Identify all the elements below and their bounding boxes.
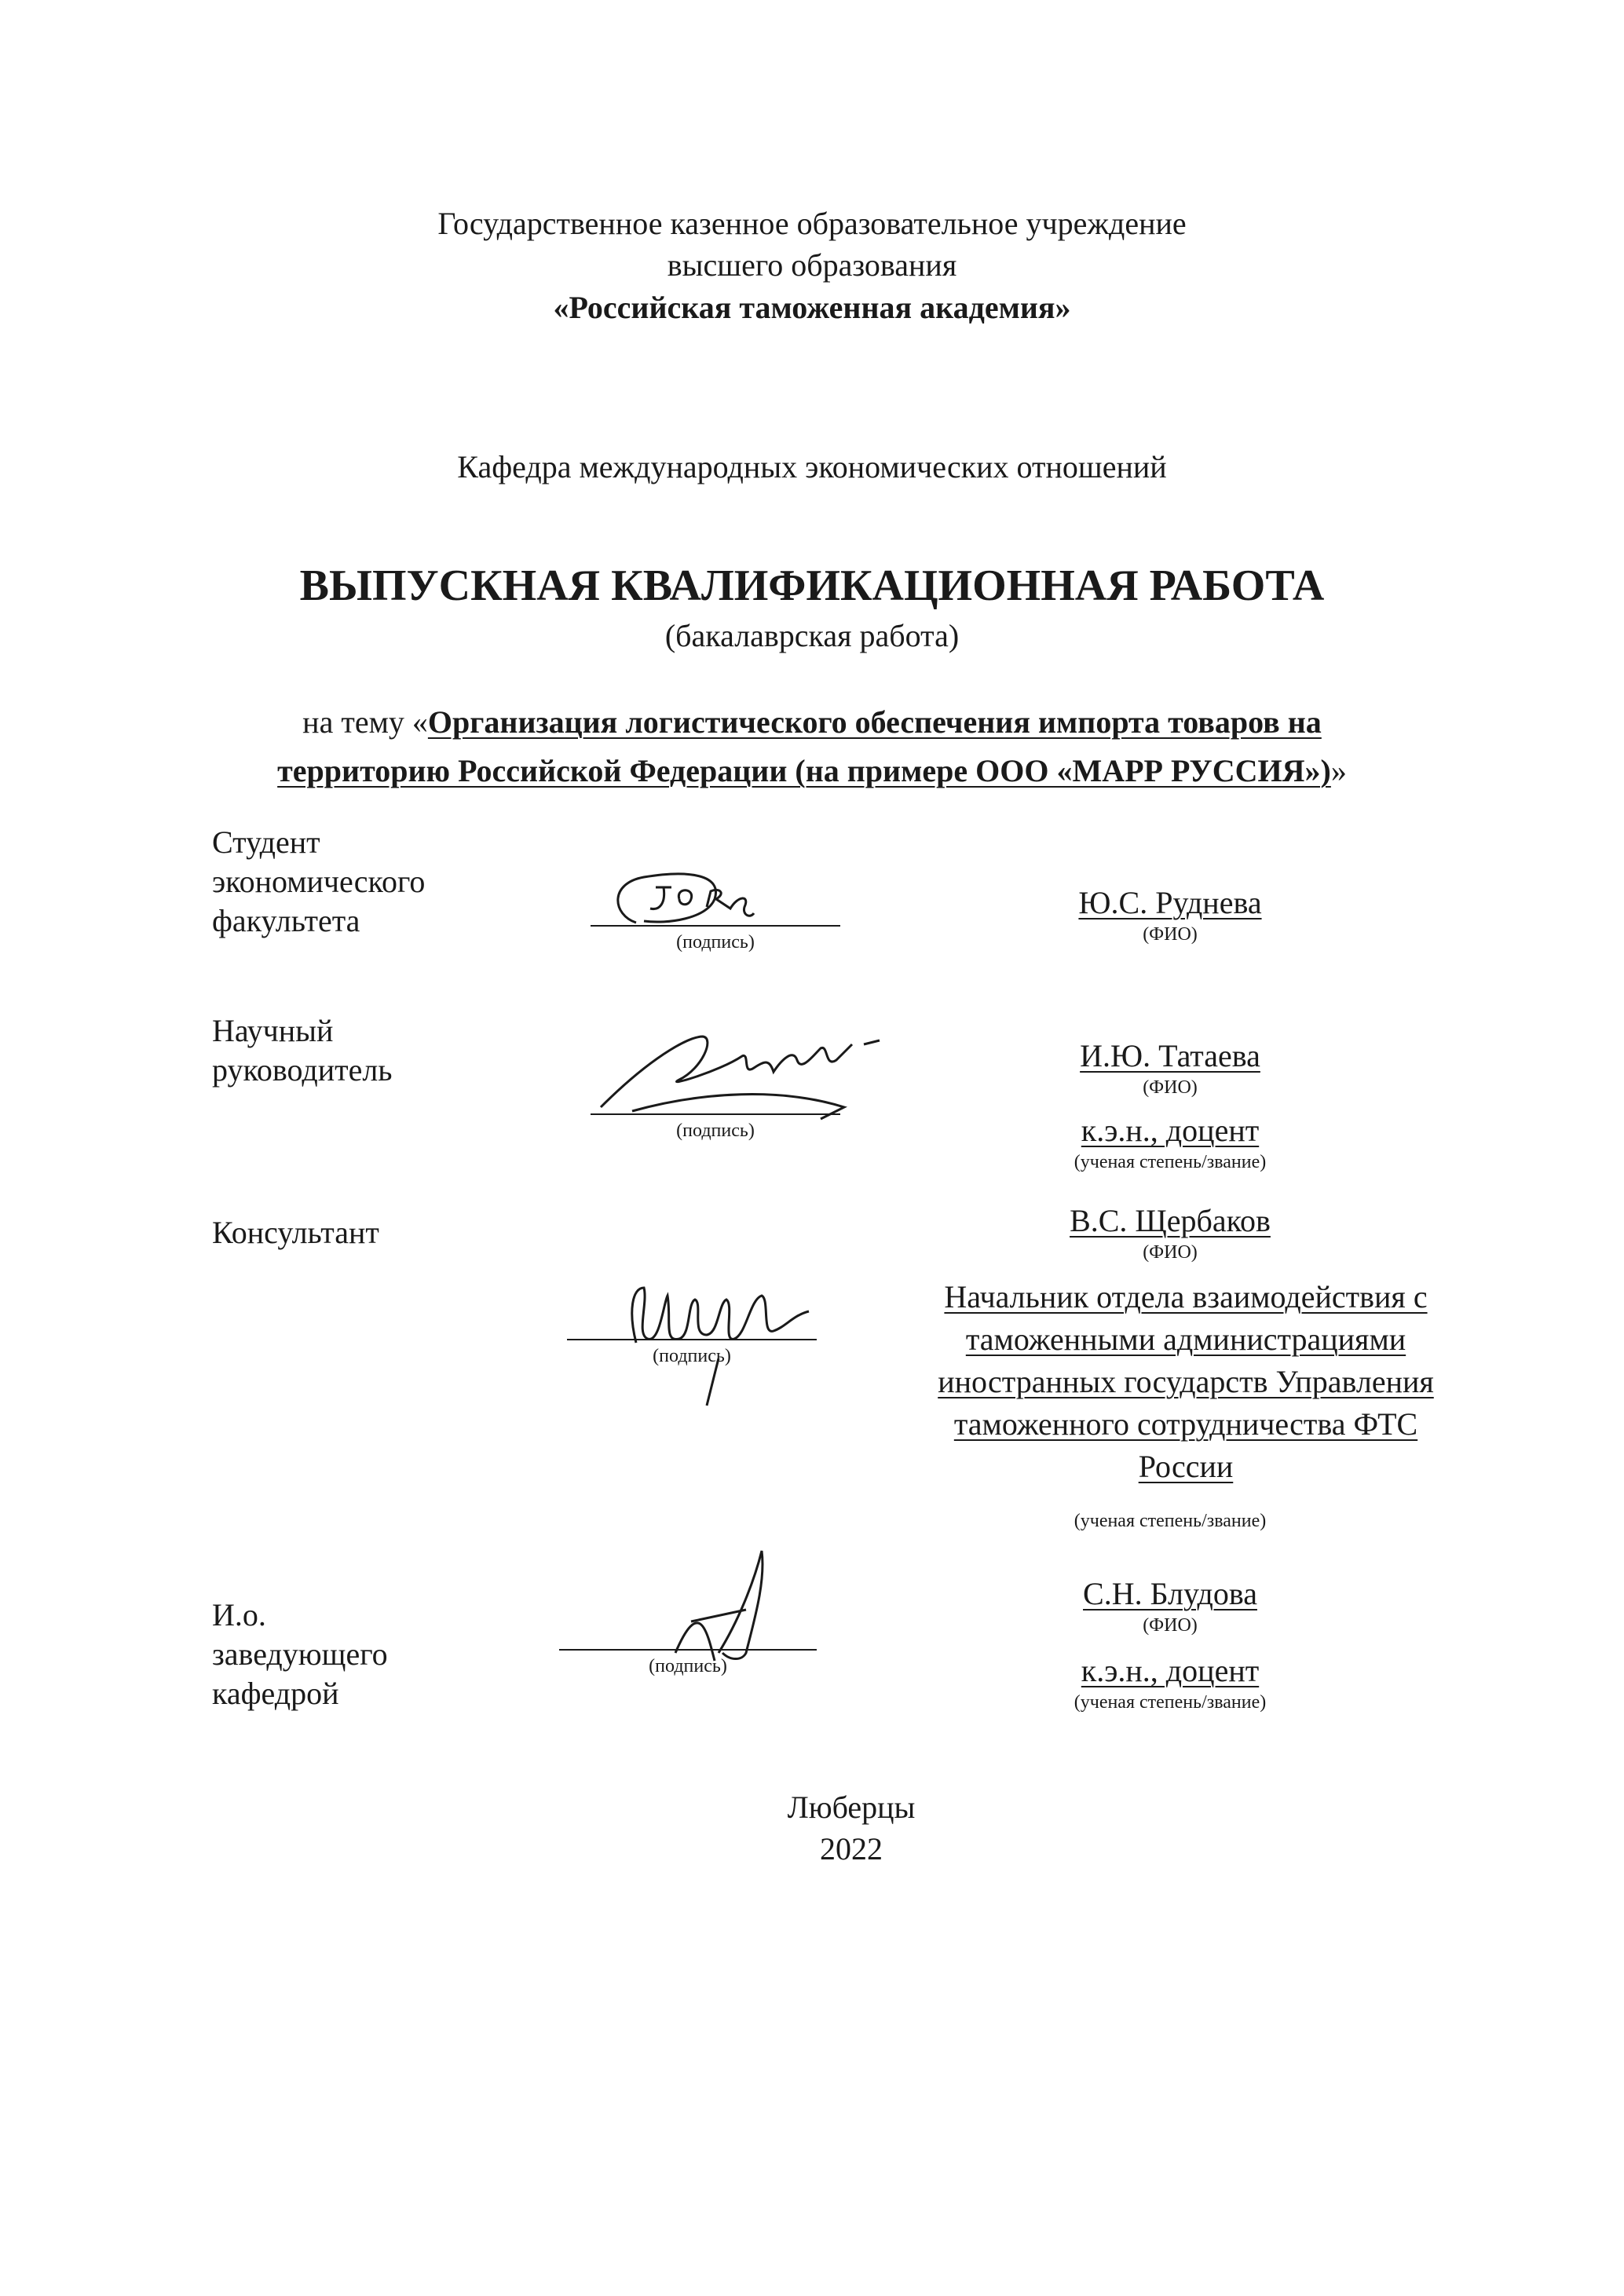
topic-suffix: » [1330, 753, 1347, 788]
role-line: Научный [212, 1013, 334, 1048]
role-line: И.о. [212, 1597, 266, 1632]
role-line: Консультант [212, 1215, 379, 1250]
head-signature-caption: (подпись) [649, 1656, 727, 1676]
supervisor-name-caption: (ФИО) [1143, 1077, 1198, 1098]
institution-name: «Российская таможенная академия» [553, 290, 1071, 325]
role-line: кафедрой [212, 1676, 339, 1711]
position-line: России [1138, 1449, 1234, 1484]
city: Люберцы [787, 1790, 916, 1825]
supervisor-role [212, 1011, 393, 1090]
head-degree-caption: (ученая степень/звание) [1074, 1692, 1267, 1713]
student-role [212, 823, 425, 941]
position-line: таможенного сотрудничества ФТС [953, 1406, 1418, 1442]
head-name: С.Н. Блудова [1083, 1576, 1257, 1611]
head-signature-line [559, 1649, 817, 1651]
position-line: таможенными администрациями [965, 1322, 1406, 1357]
head-role [212, 1596, 388, 1713]
topic-text-2: территорию Российской Федерации (на примере ООО «МАРР РУССИЯ») [277, 753, 1331, 788]
consultant-name-caption: (ФИО) [1143, 1242, 1198, 1263]
role-line: экономического [212, 864, 426, 899]
position-line: Начальник отдела взаимодействия с [944, 1279, 1428, 1314]
supervisor-signature-line [591, 1113, 840, 1115]
consultant-signature-caption: (подпись) [653, 1346, 731, 1366]
supervisor-degree-caption: (ученая степень/звание) [1074, 1152, 1267, 1172]
consultant-degree-caption: (ученая степень/звание) [1074, 1511, 1267, 1531]
student-name-caption: (ФИО) [1143, 924, 1198, 945]
role-line: факультета [212, 903, 360, 938]
consultant-name: В.С. Щербаков [1070, 1203, 1271, 1238]
document-subtitle: (бакалаврская работа) [664, 618, 960, 653]
student-signature-line [591, 925, 840, 927]
topic-text-1: Организация логистического обеспечения импорта товаров на [427, 704, 1322, 740]
topic-line-1 [0, 704, 1624, 740]
head-degree: к.э.н., доцент [1081, 1653, 1260, 1688]
supervisor-signature-caption: (подпись) [676, 1121, 755, 1141]
document-title: ВЫПУСКНАЯ КВАЛИФИКАЦИОННАЯ РАБОТА [299, 561, 1325, 610]
consultant-role [212, 1213, 379, 1252]
year: 2022 [820, 1831, 883, 1866]
topic-line-2 [0, 755, 1624, 787]
role-line: Студент [212, 824, 320, 860]
student-signature-caption: (подпись) [676, 932, 755, 952]
role-line: руководитель [212, 1052, 393, 1088]
department: Кафедра международных экономических отношений [457, 449, 1167, 484]
consultant-signature-line [567, 1339, 817, 1340]
consultant-signature [573, 1256, 825, 1413]
head-name-caption: (ФИО) [1143, 1615, 1198, 1636]
role-line: заведующего [212, 1636, 388, 1672]
consultant-position [872, 1276, 1500, 1488]
topic-prefix: на тему « [302, 704, 428, 740]
student-name: Ю.С. Руднева [1078, 885, 1262, 920]
supervisor-name: И.Ю. Татаева [1080, 1038, 1260, 1073]
institution-line-1: Государственное казенное образовательное учреждение [437, 206, 1187, 241]
position-line: иностранных государств Управления [938, 1364, 1434, 1399]
institution-line-2: высшего образования [667, 247, 957, 283]
supervisor-degree: к.э.н., доцент [1081, 1113, 1260, 1148]
